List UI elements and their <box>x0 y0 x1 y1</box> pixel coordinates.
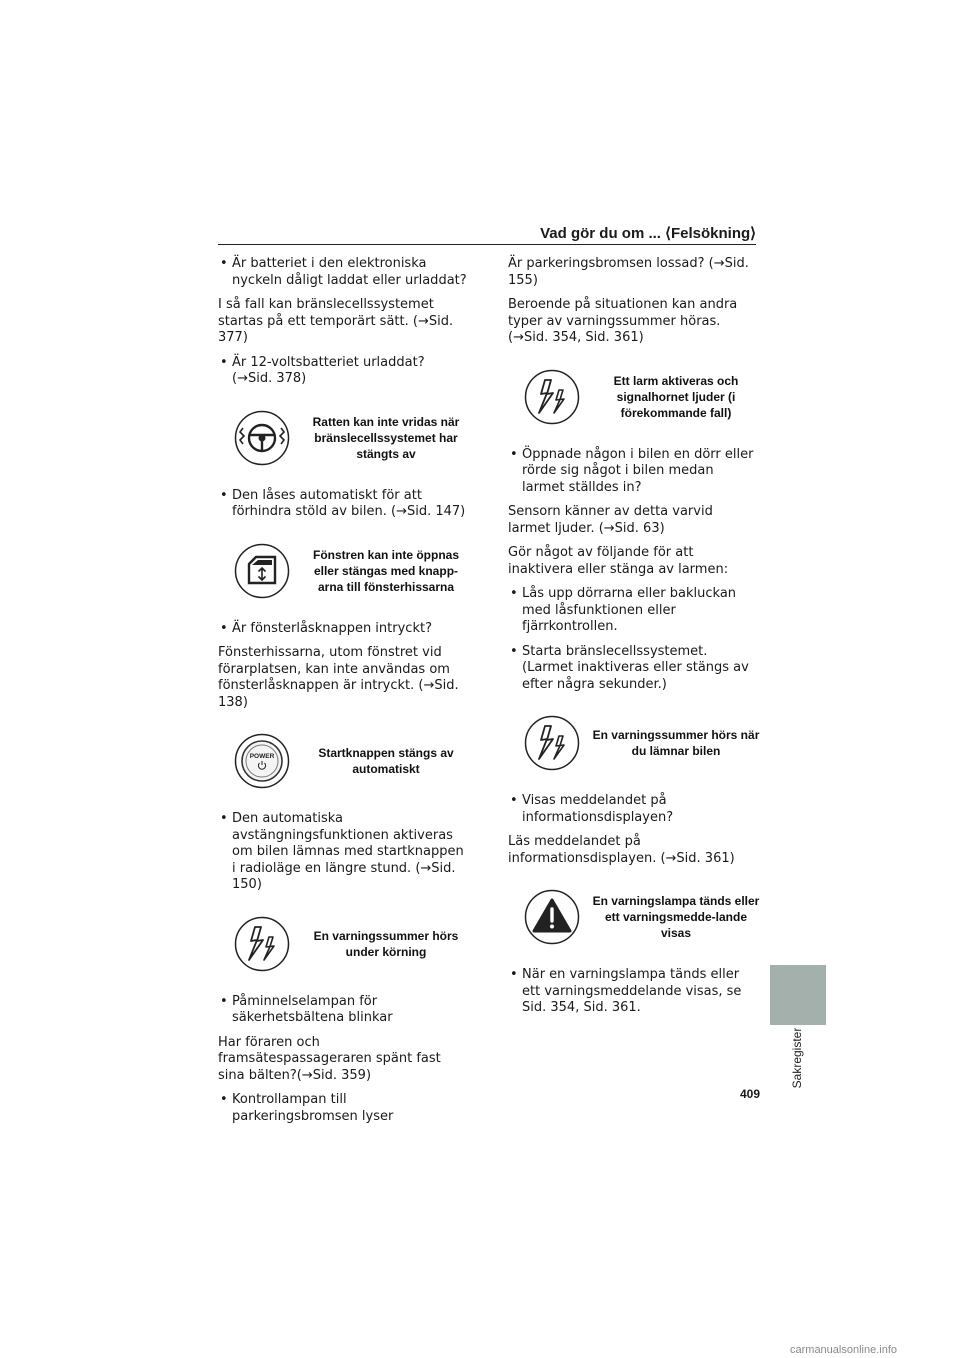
paragraph-parking-brake: Är parkeringsbromsen lossad? (→Sid. 155) <box>508 256 749 288</box>
warning-label-buzzer-driving: En varningssummer hörs under körning <box>313 928 459 959</box>
bullet-seatbelt-lamp: • Påminnelselampan för säkerhetsbältena blinkar <box>218 994 468 1027</box>
warning-box-buzzer-driving <box>218 904 468 984</box>
paragraph-seatbelts: Har föraren och framsätespassageraren spänt fast sina bälten?(→Sid. 359) <box>218 1034 441 1083</box>
bullet-window-lock: • Är fönsterlåsknappen intryckt? <box>218 621 468 638</box>
warning-label-power: Startknappen stängs av automatiskt <box>318 746 454 776</box>
bullet-message-displayed: • Visas meddelandet på informationsdisplayen? <box>508 793 758 826</box>
steering-lock-icon <box>234 410 290 466</box>
watermark: carmanualsonline.info <box>790 1344 898 1356</box>
bullet-steering-locked: • Den låses automatiskt för att förhindra stöld av bilen. (→Sid. 147) <box>218 488 468 521</box>
bullet-12v-battery: • Är 12-voltsbatteriet urladdat? (→Sid. 378) <box>218 355 468 388</box>
warning-box-windows <box>218 531 468 611</box>
bullet-unlock-doors: • Lås upp dörrarna eller bakluckan med låsfunktionen eller fjärrkontrollen. <box>508 586 758 636</box>
warning-label-alarm: Ett larm aktiveras och signalhornet ljuder (i förekommande fall) <box>613 373 739 420</box>
paragraph-window-lock: Fönsterhissarna, utom fönstret vid förarplatsen, kan inte användas om fönsterlåsknappen är intryckt. (→Sid. 138) <box>218 645 459 710</box>
warning-label-buzzer-leaving: En varningssummer hörs när du lämnar bilen <box>592 728 760 758</box>
paragraph-disable-alarm: Gör något av följande för att inaktivera eller stänga av larmen: <box>508 545 729 577</box>
bullet-door-opened: • Öppnade någon i bilen en dörr eller rörde sig något i bilen medan larmet ställdes in? <box>508 447 758 497</box>
bullet-auto-off: • Den automatiska avstängningsfunktionen aktiveras om bilen lämnas med startknappen i radioläge en längre stund. (→Sid. 150) <box>218 811 468 894</box>
buzzer-icon <box>234 916 290 972</box>
warning-box-buzzer-leaving <box>508 703 758 783</box>
power-label: POWER <box>249 753 275 760</box>
page-number: 409 <box>740 1087 761 1101</box>
side-tab-label: Sakregister <box>790 1027 804 1089</box>
header-divider <box>218 244 756 245</box>
window-switch-icon <box>234 543 290 599</box>
warning-triangle-icon <box>524 889 580 945</box>
left-column <box>218 256 468 1133</box>
bullet-parking-brake-lamp: • Kontrollampan till parkeringsbromsen lyser <box>218 1092 468 1125</box>
bullet-warning-lamp: • När en varningslampa tänds eller ett varningsmeddelande visas, se Sid. 354, Sid. 361. <box>508 967 758 1017</box>
paragraph-temporary-start: I så fall kan bränslecellssystemet startas på ett temporärt sätt. (→Sid. 377) <box>218 297 454 345</box>
section-title: Vad gör du om ... ⟨Felsökning⟩ <box>540 225 756 242</box>
buzzer-icon <box>524 715 580 771</box>
warning-label-steering: Ratten kan inte vridas när bränslecellssystemet har stängts av <box>312 414 460 461</box>
bullet-battery-key: • Är batteriet i den elektroniska nyckeln dåligt laddat eller urladdat? <box>218 256 468 289</box>
warning-box-steering <box>218 398 468 478</box>
warning-box-warning-lamp <box>508 877 758 957</box>
warning-box-alarm <box>508 357 758 437</box>
side-tab <box>770 965 826 1025</box>
bullet-start-system: • Starta bränslecellssystemet. (Larmet inaktiveras eller stängs av efter några sekunder.) <box>508 644 758 694</box>
right-column <box>508 256 758 1025</box>
power-button-icon <box>234 733 290 789</box>
paragraph-other-buzzers: Beroende på situationen kan andra typer av varningssummer höras. (→Sid. 354, Sid. 361) <box>508 297 738 345</box>
buzzer-icon <box>524 369 580 425</box>
warning-label-warning-lamp: En varningslampa tänds eller ett varningsmedde-lande visas <box>592 894 760 940</box>
warning-label-windows: Fönstren kan inte öppnas eller stängas med knapp-arna till fönsterhissarna <box>312 547 459 594</box>
warning-box-power <box>218 721 468 801</box>
paragraph-read-message: Läs meddelandet på informationsdisplayen. (→Sid. 361) <box>508 834 735 866</box>
paragraph-sensor: Sensorn känner av detta varvid larmet ljuder. (→Sid. 63) <box>508 504 713 536</box>
